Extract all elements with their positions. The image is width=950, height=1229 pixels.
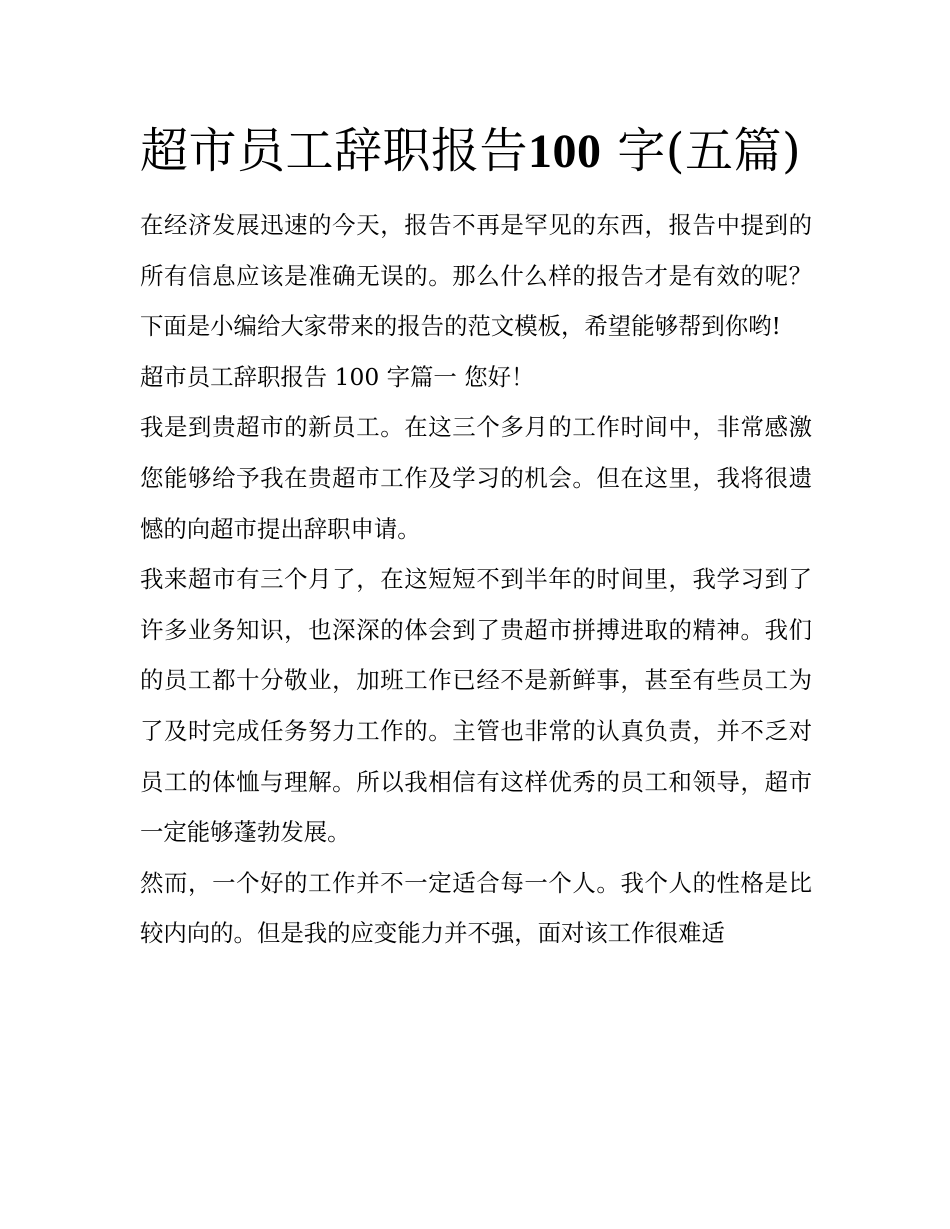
paragraph-personality: 然而，一个好的工作并不一定适合每一个人。我个人的性格是比较内向的。但是我的应变能力并不强，面对该工作很难适 [140, 868, 812, 948]
paragraph-section-heading: 超市员工辞职报告 100 字篇一 您好！ [140, 362, 535, 391]
title-suffix: 字(五篇) [601, 123, 802, 179]
document-body [140, 200, 812, 959]
title-prefix: 超市员工辞职报告 [140, 123, 529, 179]
paragraph-intro: 在经济发展迅速的今天，报告不再是罕见的东西，报告中提到的所有信息应该是准确无误的。那么什么样的报告才是有效的呢？下面是小编给大家带来的报告的范文模板，希望能够帮到你哟! [140, 211, 812, 341]
title-number: 100 [528, 125, 602, 178]
document-title [140, 112, 812, 191]
paragraph-experience: 我来超市有三个月了，在这短短不到半年的时间里，我学习到了许多业务知识，也深深的体会到了贵超市拼搏进取的精神。我们的员工都十分敬业，加班工作已经不是新鲜事，甚至有些员工为了及时完成任务努力工作的。主管也非常的认真负责，并不乏对员工的体恤与理解。所以我相信有这样优秀的员工和领导，超市一定能够蓬勃发展。 [140, 565, 812, 847]
document-page [140, 112, 812, 959]
paragraph-new-employee: 我是到贵超市的新员工。在这三个多月的工作时间中，非常感激您能够给予我在贵超市工作及学习的机会。但在这里，我将很遗憾的向超市提出辞职申请。 [140, 413, 812, 543]
